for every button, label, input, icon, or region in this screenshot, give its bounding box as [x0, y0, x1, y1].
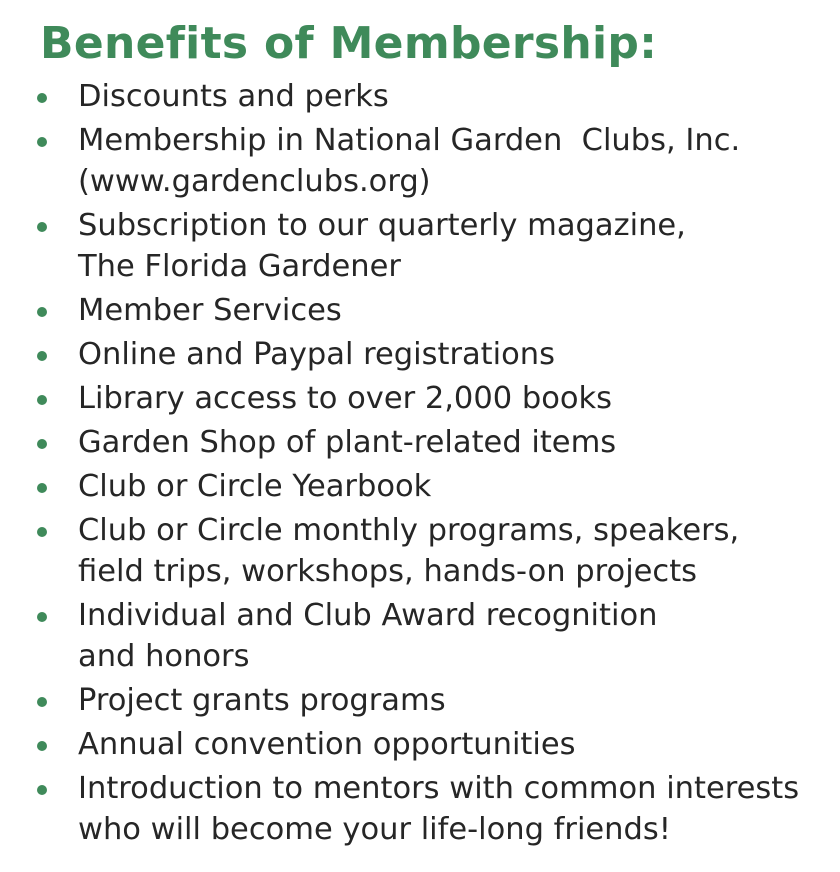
benefit-text: Club or Circle monthly programs, speakers,	[78, 513, 740, 548]
bullet-icon	[37, 741, 47, 751]
benefit-text: Annual convention opportunities	[78, 727, 576, 762]
page-title: Benefits of Membership:	[40, 18, 658, 69]
bullet-icon	[37, 93, 47, 103]
benefit-item	[0, 724, 799, 765]
benefit-item	[0, 768, 799, 850]
bullet-icon	[37, 439, 47, 449]
bullet-icon	[37, 222, 47, 232]
bullet-icon	[37, 351, 47, 361]
benefit-item	[0, 595, 799, 677]
benefit-item	[0, 422, 799, 463]
benefit-text: Individual and Club Award recognition	[78, 598, 658, 633]
benefit-text: (www.gardenclubs.org)	[78, 164, 431, 199]
benefit-item	[0, 76, 799, 117]
benefit-item	[0, 334, 799, 375]
bullet-icon	[37, 137, 47, 147]
benefit-item	[0, 120, 799, 202]
benefit-text: Member Services	[78, 293, 342, 328]
benefit-item	[0, 290, 799, 331]
benefit-item	[0, 466, 799, 507]
benefit-text: Subscription to our quarterly magazine,	[78, 208, 686, 243]
benefit-text: Discounts and perks	[78, 79, 389, 114]
bullet-icon	[37, 785, 47, 795]
benefit-text: Project grants programs	[78, 683, 446, 718]
benefit-text: Membership in National Garden Clubs, Inc.	[78, 123, 741, 158]
benefit-text: field trips, workshops, hands-on projects	[78, 554, 698, 589]
benefit-text: who will become your life-long friends!	[78, 812, 671, 847]
benefit-text: Online and Paypal registrations	[78, 337, 555, 372]
benefit-item	[0, 510, 799, 592]
benefit-text: Club or Circle Yearbook	[78, 469, 432, 504]
benefit-text: and honors	[78, 639, 250, 674]
benefit-text: The Florida Gardener	[78, 249, 401, 284]
benefit-item	[0, 205, 799, 287]
benefit-item	[0, 378, 799, 419]
bullet-icon	[37, 395, 47, 405]
bullet-icon	[37, 307, 47, 317]
bullet-icon	[37, 612, 47, 622]
bullet-icon	[37, 697, 47, 707]
benefit-text: Library access to over 2,000 books	[78, 381, 613, 416]
benefit-item	[0, 680, 799, 721]
benefit-text: Garden Shop of plant-related items	[78, 425, 617, 460]
bullet-icon	[37, 483, 47, 493]
benefits-list	[0, 76, 799, 853]
bullet-icon	[37, 527, 47, 537]
benefit-text: Introduction to mentors with common interests	[78, 771, 800, 806]
